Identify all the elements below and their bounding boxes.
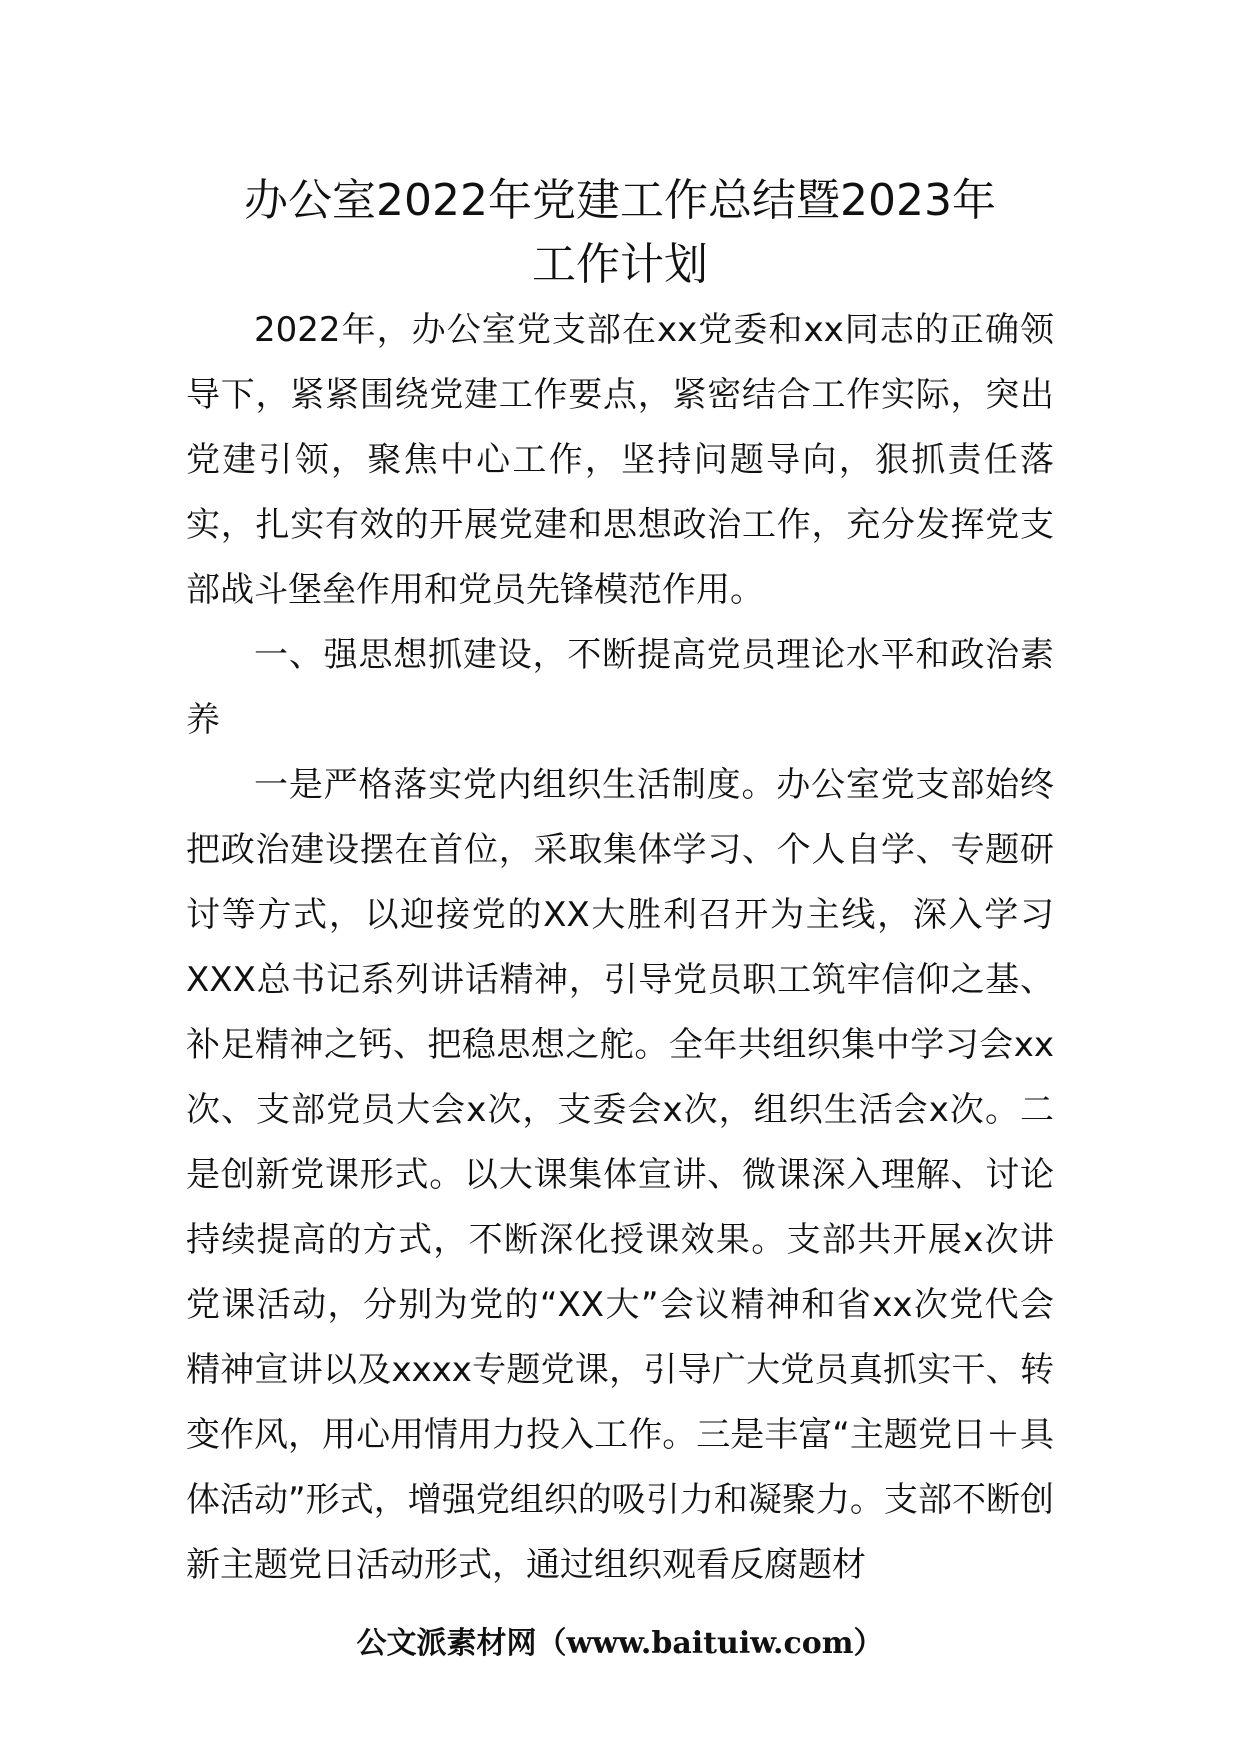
section-1-paragraph: 一是严格落实党内组织生活制度。办公室党支部始终把政治建设摆在首位，采取集体学习、个人自学、专题研讨等方式，以迎接党的XX大胜利召开为主线，深入学习XXX总书记系列讲话精神，引导党员职工筑牢信仰之基、补足精神之钙、把稳思想之舵。全年共组织集中学习会xx次、支部党员大会x次，支委会x次，组织生活会x次。二是创新党课形式。以大课集体宣讲、微课深入理解、讨论持续提高的方式，不断深化授课效果。支部共开展x次讲党课活动，分别为党的“XX大”会议精神和省xx次党代会精神宣讲以及xxxx专题党课，引导广大党员真抓实干、转变作风，用心用情用力投入工作。三是丰富“主题党日＋具体活动”形式，增强党组织的吸引力和凝聚力。支部不断创新主题党日活动形式，通过组织观看反腐题材 [186, 765, 1054, 1585]
document-title: 办公室2022年党建工作总结暨2023年 [244, 175, 996, 226]
document-title-continued: 工作计划 [532, 239, 708, 290]
section-heading-1: 一、强思想抓建设，不断提高党员理论水平和政治素养 [186, 635, 1054, 740]
intro-paragraph: 2022年，办公室党支部在xx党委和xx同志的正确领导下，紧紧围绕党建工作要点，紧密结合工作实际，突出党建引领，聚焦中心工作，坚持问题导向，狠抓责任落实，扎实有效的开展党建和思想政治工作，充分发挥党支部战斗堡垒作用和党员先锋模范作用。 [186, 310, 1054, 610]
document-body [186, 298, 1054, 1598]
footer-watermark: 公文派素材网（www.baituiw.com） [356, 1626, 884, 1661]
